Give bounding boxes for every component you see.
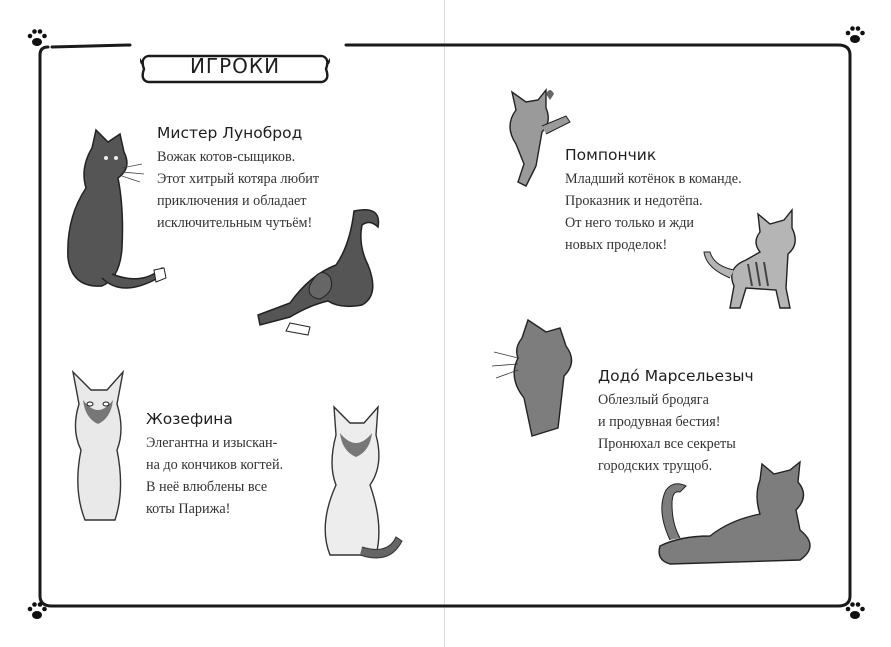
josephine-sitting-illustration xyxy=(300,405,410,575)
player-description-line: Этот хитрый котяра любит xyxy=(157,171,320,187)
player-description-line: новых проделок! xyxy=(565,237,668,253)
page-title: ИГРОКИ xyxy=(189,54,281,78)
player-card-dodo xyxy=(598,367,754,477)
player-name: Мистер Луноброд xyxy=(157,124,303,142)
josephine-sitting-illustration xyxy=(65,370,135,530)
player-name: Помпончик xyxy=(565,146,657,164)
player-card-pomponchik xyxy=(565,146,742,256)
player-name: Додо́ Марсельезыч xyxy=(598,367,754,385)
mister-lunobrod-sitting-illustration xyxy=(62,128,172,303)
player-name: Жозефина xyxy=(146,410,233,428)
player-description-line: Элегантна и изыскан- xyxy=(146,435,278,451)
player-description-line: и продувная бестия! xyxy=(598,414,721,430)
player-description-line: приключения и обладает xyxy=(157,193,307,209)
dodo-marselezych-lying-illustration xyxy=(650,460,830,580)
player-description-line: на до кончиков когтей. xyxy=(146,457,284,473)
player-description-line: исключительным чутьём! xyxy=(157,215,313,231)
paw-print-icon xyxy=(844,24,866,46)
player-description-line: Облезлый бродяга xyxy=(598,392,709,408)
paw-print-icon xyxy=(844,600,866,622)
player-description-line: коты Парижа! xyxy=(146,501,231,517)
player-description-line: Проказник и недотёпа. xyxy=(565,193,703,209)
player-description-line: Пронюхал все секреты xyxy=(598,436,736,452)
player-card-lunobrod xyxy=(157,124,319,234)
player-description-line: городских трущоб. xyxy=(598,458,713,474)
dodo-marselezych-portrait-illustration xyxy=(488,318,592,440)
paw-print-icon xyxy=(26,600,48,622)
player-description-line: В неё влюблены все xyxy=(146,479,268,495)
paw-print-icon xyxy=(26,27,48,49)
player-description-line: Вожак котов-сыщиков. xyxy=(157,149,296,165)
player-card-josephine xyxy=(146,410,283,520)
player-description-line: От него только и жди xyxy=(565,215,695,231)
player-description-line: Младший котёнок в команде. xyxy=(565,171,742,187)
